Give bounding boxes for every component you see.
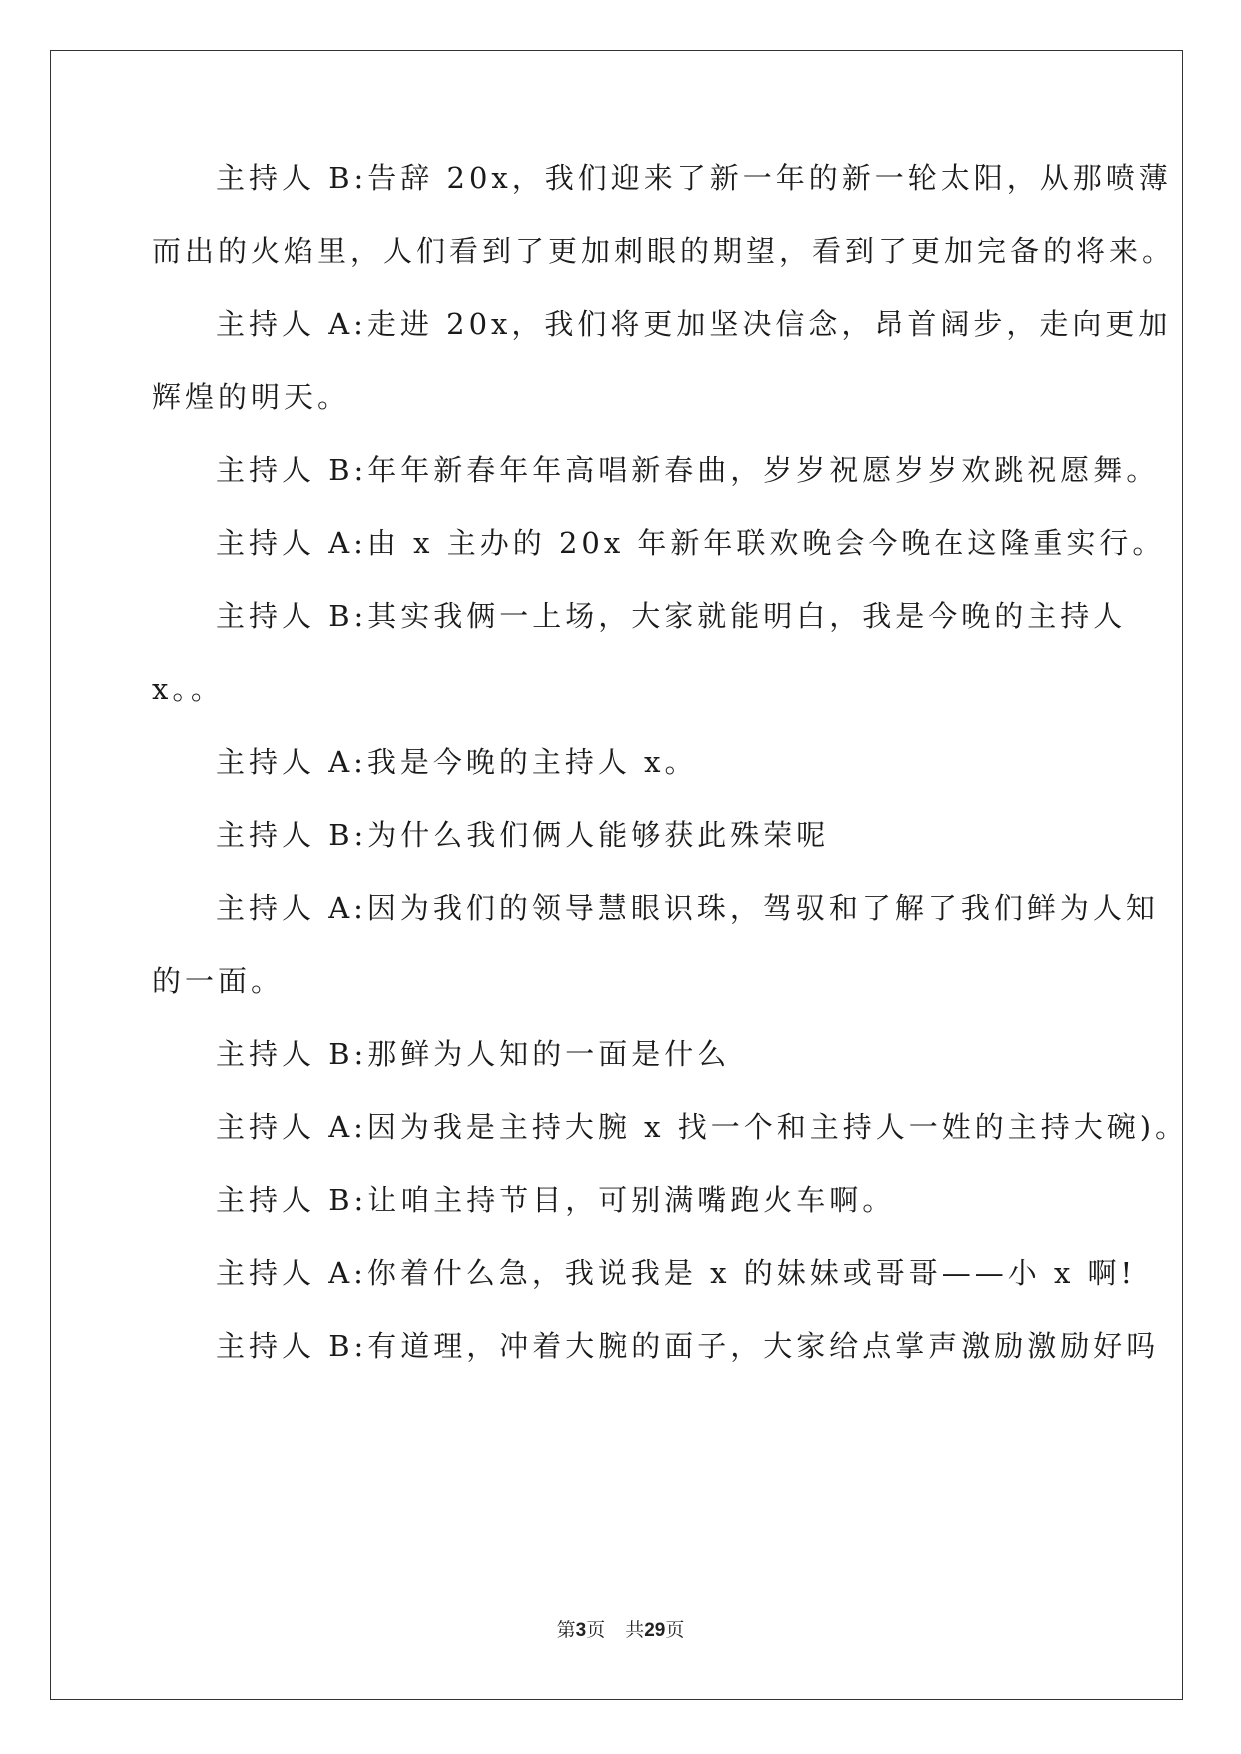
- footer-prefix: 第: [556, 1619, 576, 1641]
- text-line: 而出的火焰里，人们看到了更加刺眼的期望，看到了更加完备的将来。: [152, 234, 1176, 268]
- total-page-count: 29: [644, 1620, 666, 1641]
- text-line: 主持人 B:告辞 20x，我们迎来了新一年的新一轮太阳，从那喷薄: [216, 161, 1172, 195]
- text-line: 辉煌的明天。: [152, 380, 351, 414]
- text-line: x。。: [152, 672, 224, 706]
- text-line: 主持人 B:其实我俩一上场，大家就能明白，我是今晚的主持人: [216, 599, 1127, 633]
- footer-total-prefix: 共: [625, 1619, 645, 1641]
- footer-page-suffix: 页: [586, 1619, 606, 1641]
- text-line: 主持人 A:由 x 主办的 20x 年新年联欢晚会今晚在这隆重实行。: [216, 526, 1166, 560]
- page-footer: [0, 1618, 1241, 1643]
- text-line: 主持人 B:让咱主持节目，可别满嘴跑火车啊。: [216, 1183, 896, 1217]
- text-line: 主持人 A:你着什么急，我说我是 x 的妹妹或哥哥——小 x 啊!: [216, 1256, 1137, 1290]
- text-line: 主持人 B:有道理，冲着大腕的面子，大家给点掌声激励激励好吗: [216, 1329, 1160, 1363]
- text-line: 主持人 A:走进 20x，我们将更加坚决信念，昂首阔步，走向更加: [216, 307, 1172, 341]
- footer-total-suffix: 页: [665, 1619, 685, 1641]
- page-border: [50, 50, 1183, 1700]
- text-line: 主持人 A:因为我们的领导慧眼识珠，驾驭和了解了我们鲜为人知: [216, 891, 1159, 925]
- text-line: 主持人 A:因为我是主持大腕 x 找一个和主持人一姓的主持大碗)。: [216, 1110, 1189, 1144]
- text-line: 主持人 A:我是今晚的主持人 x。: [216, 745, 698, 779]
- text-line: 的一面。: [152, 964, 285, 998]
- current-page-number: 3: [575, 1620, 587, 1641]
- text-line: 主持人 B:年年新春年年高唱新春曲，岁岁祝愿岁岁欢跳祝愿舞。: [216, 453, 1160, 487]
- text-line: 主持人 B:那鲜为人知的一面是什么: [216, 1037, 731, 1071]
- text-line: 主持人 B:为什么我们俩人能够获此殊荣呢: [216, 818, 830, 852]
